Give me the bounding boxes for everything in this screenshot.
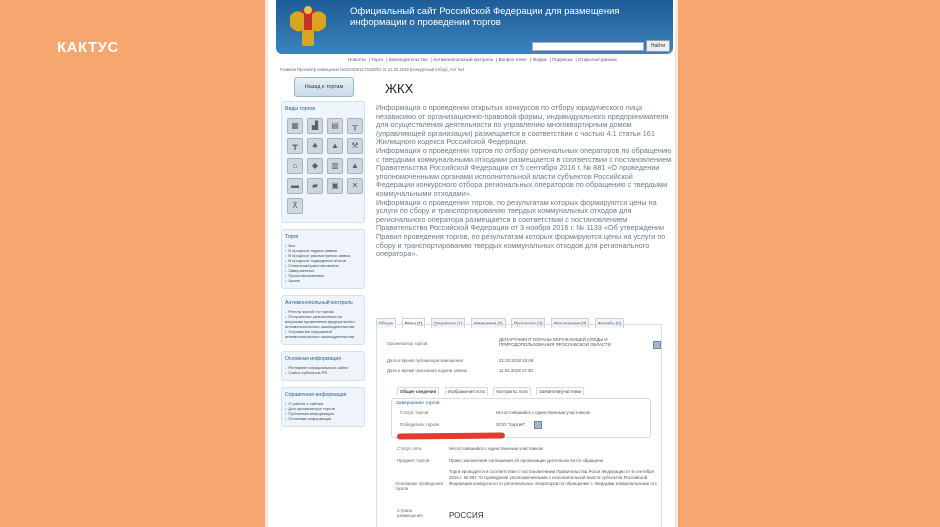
site-header: [276, 0, 673, 54]
tower-icon[interactable]: ╥: [347, 118, 363, 134]
nav-link-open-data[interactable]: Открытые данные: [578, 57, 617, 62]
sidebar-item[interactable]: • Отменена/приостановлена: [285, 263, 361, 268]
sidebar-basic-info-block: [281, 351, 365, 381]
sidebar-item[interactable]: • Завершенные: [285, 268, 361, 273]
subject-label: Предмет торгов: [397, 458, 430, 463]
subtab-participants[interactable]: Заявители/участники: [536, 387, 584, 395]
car-icon[interactable]: ▬: [287, 178, 303, 194]
finish-title: Завершение торгов: [396, 401, 440, 406]
sidebar-item[interactable]: • Полученные разъяснения по вопросам применения федерального антимонопольного законодательства: [285, 314, 361, 329]
tab-complaints[interactable]: Жалобы (0): [595, 318, 624, 328]
organizer-label: Организатор торгов: [387, 341, 428, 346]
sidebar-item[interactable]: • Реестр жалоб по торгам: [285, 309, 361, 314]
deadline-value: 11.04.2018 17:30: [499, 368, 533, 373]
fish-icon[interactable]: ◆: [307, 158, 323, 174]
sidebar-types-block: [281, 101, 365, 223]
search-input[interactable]: [532, 42, 644, 51]
sidebar-torgi-title: Торги: [285, 234, 299, 240]
deadline-label: Дата и время окончания подачи заявок: [387, 368, 467, 373]
sidebar-item[interactable]: • Для организатора торгов: [285, 406, 361, 411]
site-title: [350, 6, 650, 28]
sidebar-antimonopoly-title: Антимонопольный контроль: [285, 300, 353, 306]
subtab-lot-contracts[interactable]: Контракты лота: [493, 387, 530, 395]
page-title: ЖКХ: [385, 81, 414, 96]
brand-logo-text: КАКТУС: [57, 39, 119, 56]
sidebar-item[interactable]: • Приостановленные: [285, 273, 361, 278]
tab-clarifications[interactable]: Разъяснения (0): [551, 318, 589, 328]
winner-value: ООО "Хартия": [496, 422, 526, 427]
breadcrumb[interactable]: Главная Просмотр извещения №210318/1173248/01 от 21.03.2018 (конкурсный отбор), лот №1: [280, 67, 465, 72]
search-button[interactable]: Найти: [646, 40, 670, 52]
nav-link-news[interactable]: Новости: [348, 57, 366, 62]
subtab-general-info[interactable]: Общие сведения: [397, 387, 439, 395]
document-icon[interactable]: [653, 341, 661, 349]
lot-status-value: Несостоявшийся с единственным участником: [449, 446, 543, 451]
mountain-icon[interactable]: ▲: [347, 158, 363, 174]
tab-protocols[interactable]: Протоколы (3): [511, 318, 545, 328]
info-paragraph: Информация о проведении торгов по отбору региональных операторов по обращению с твердыми коммунальными отходами размещается в соответствии с постановлением Правительства Российской Федерации от 5 сентября 2016 г. № 881 «О проведении уполномоченными органами исполнительной власти субъектов Российской Федерации конкурсного отбора региональных операторов по обращению с твердыми коммунальными отходами».: [376, 145, 672, 198]
factory-icon[interactable]: ▟: [307, 118, 323, 134]
crane-icon[interactable]: ┳: [287, 138, 303, 154]
publication-date-value: 21.03.2018 15:49: [499, 358, 534, 363]
nav-link-faq[interactable]: Вопрос-ответ: [498, 57, 528, 62]
subject-value: Право заключения соглашения об организации деятельности по обращени: [449, 458, 603, 463]
basis-value: Торги проводятся в соответствии с постановлением Правительства Росси Федерации от 5 сентября 2016 г. № 881 "О проведении уполномоченными с исполнительной власти субъектов Российской Федерации конкурсного от региональных операторов по обращению с твердыми коммунальными отх: [449, 469, 657, 486]
document-icon[interactable]: [534, 421, 542, 429]
sidebar-item[interactable]: • Устранение нарушений антимонопольного законодательства: [285, 329, 361, 339]
tab-changes[interactable]: Изменения (2): [471, 318, 506, 328]
building-icon[interactable]: ▦: [287, 118, 303, 134]
nav-link-torgi[interactable]: Торги: [371, 57, 384, 62]
site-title-line1: Официальный сайт Российской Федерации для размещения: [350, 6, 620, 17]
subtab-lot-images[interactable]: Изображения лота: [445, 387, 488, 395]
sidebar-item[interactable]: • В процессе подведения итогов: [285, 258, 361, 263]
torgi-type-icons: [285, 115, 361, 217]
sidebar-item[interactable]: • Архив: [285, 278, 361, 283]
back-to-torgi-button[interactable]: Назад к торгам: [294, 77, 354, 97]
tab-general[interactable]: Общие: [376, 318, 396, 328]
top-navigation: Новости | Торги | Законодательство | Антимонопольный контроль | Вопрос-ответ | Форум | Подписка | Открытые данные: [348, 57, 617, 62]
sidebar-types-title: Виды торгов: [285, 106, 316, 112]
screen-edge-left: [265, 0, 268, 527]
status-value: Несостоявшийся с единственным участником: [496, 410, 590, 415]
basis-label: Основание проведения торгов: [395, 481, 443, 491]
sidebar-item[interactable]: • Публичная информация: [285, 411, 361, 416]
tab-documents[interactable]: Документы (1): [431, 318, 466, 328]
tab-lots[interactable]: Лоты (1): [402, 318, 426, 328]
site-title-line2: информации о проведении торгов: [350, 17, 501, 28]
lot-subtabs: [397, 380, 585, 398]
ship-icon[interactable]: ▲: [327, 138, 343, 154]
sidebar: [281, 101, 365, 433]
nav-link-subscribe[interactable]: Подписка: [552, 57, 573, 62]
info-paragraph: Информация о проведении торгов, по результатам которых формируются цены на услуги по сбору и транспортированию твердых коммунальных отходов для регионального оператора размещается в соответствии с постановлением Правительства Российской Федерации от 3 ноября 2016 г. № 1133 «Об утверждении Правил проведения торгов, по результатам которых формируются цены на услуги по сбору и транспортированию твердых коммунальных отходов для регионального оператора».: [376, 197, 666, 259]
tools-icon[interactable]: ✕: [347, 178, 363, 194]
browser-screenshot: [268, 0, 676, 527]
land-icon[interactable]: ▤: [327, 118, 343, 134]
sidebar-item[interactable]: • Сайты субъектов РФ: [285, 370, 361, 375]
hammer-icon[interactable]: ⚒: [347, 138, 363, 154]
nav-link-antimonopoly[interactable]: Антимонопольный контроль: [433, 57, 494, 62]
water-icon[interactable]: ▥: [327, 158, 343, 174]
status-label: Статус торгов: [400, 410, 429, 415]
coat-of-arms-icon: [286, 4, 330, 50]
sidebar-item[interactable]: • О работе с сайтом: [285, 401, 361, 406]
house-icon[interactable]: ⌂: [287, 158, 303, 174]
sidebar-help-title: Справочная информация: [285, 392, 347, 398]
truck-icon[interactable]: ▰: [307, 178, 323, 194]
sidebar-torgi-block: [281, 229, 365, 289]
country-label: Страна размещения: [397, 508, 423, 518]
country-value: РОССИЯ: [449, 511, 484, 520]
oil-rig-icon[interactable]: ⊼: [287, 198, 303, 214]
screen-edge-right: [675, 0, 678, 527]
sidebar-basic-info-title: Основная информация: [285, 356, 342, 362]
sidebar-item[interactable]: • Все: [285, 243, 361, 248]
sidebar-item[interactable]: • В процессе рассмотрения заявок: [285, 253, 361, 258]
winner-label: Победитель торгов: [400, 422, 439, 427]
finish-section: [391, 398, 651, 438]
sidebar-item[interactable]: • В процессе подачи заявок: [285, 248, 361, 253]
lot-status-label: Статус лота: [397, 446, 422, 451]
sidebar-item[interactable]: • Полезная информация: [285, 416, 361, 421]
forest-icon[interactable]: ♣: [307, 138, 323, 154]
bus-icon[interactable]: ▣: [327, 178, 343, 194]
nav-link-law[interactable]: Законодательство: [388, 57, 428, 62]
sidebar-antimonopoly-block: [281, 295, 365, 345]
sidebar-item[interactable]: • Регламент официального сайта: [285, 365, 361, 370]
red-highlight-underline: [397, 432, 505, 439]
organizer-value: ДЕПАРТАМЕНТ ОХРАНЫ ОКРУЖАЮЩЕЙ СРЕДЫ И ПРИРОДОПОЛЬЗОВАНИЯ ЯРОСЛАВСКОЙ ОБЛАСТИ: [499, 337, 611, 347]
sidebar-help-block: [281, 387, 365, 427]
main-content: [376, 104, 672, 259]
lot-detail-panel: [376, 324, 662, 527]
info-paragraph: Информация о проведении открытых конкурсов по отбору юридического лица независимо от организационно-правовой формы, индивидуального предпринимателя для осуществления деятельности по управлению многоквартирным домом (управляющей организации) размещается в соответствии с частью 4.1 статьи 161 Жилищного кодекса Российской Федерации.: [376, 103, 669, 147]
publication-date-label: Дата и время публикации извещения: [387, 358, 463, 363]
nav-link-forum[interactable]: Форум: [532, 57, 547, 62]
